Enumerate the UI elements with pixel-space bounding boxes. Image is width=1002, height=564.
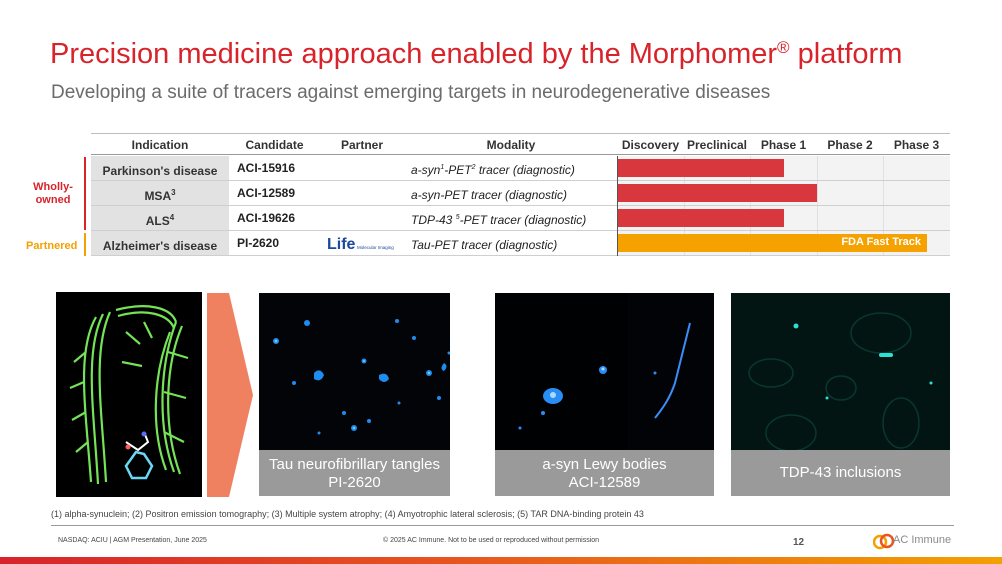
modality-cell: Tau-PET tracer (diagnostic) (411, 238, 558, 252)
ac-immune-logo-icon (873, 531, 895, 551)
tau-tangles-image (259, 293, 450, 496)
progress-bar (617, 234, 927, 252)
svg-text:Molecular Imaging: Molecular Imaging (357, 245, 394, 250)
slide-subtitle: Developing a suite of tracers against emerging targets in neurodegenerative diseases (51, 82, 771, 103)
chevron-arrow-icon (207, 293, 253, 497)
candidate-cell: PI-2620 (237, 236, 280, 250)
phase-column-divider (883, 206, 884, 230)
partnered-bracket (84, 233, 86, 256)
wholly-owned-label: Wholly- owned (33, 181, 73, 206)
progress-bar (617, 159, 784, 177)
table-header (91, 133, 950, 155)
phase-track (617, 231, 950, 255)
phase-column-divider (883, 156, 884, 180)
page-number: 12 (793, 537, 805, 548)
indication-cell: ALS$^4$ (91, 206, 229, 230)
fda-fast-track-label: FDA Fast Track (841, 236, 921, 248)
partnered-label: Partnered (26, 240, 78, 252)
progress-bar (617, 209, 784, 227)
slide-title: Precision medicine approach enabled by the Morphomer® platform (50, 38, 903, 70)
phase-column-divider (883, 181, 884, 205)
header-partner: Partner (340, 138, 384, 152)
footer-copyright: © 2025 AC Immune. Not to be used or reproduced without permission (383, 537, 600, 544)
wholly-owned-bracket (84, 157, 86, 230)
candidate-cell: ACI-12589 (237, 186, 296, 200)
image-caption: a-syn Lewy bodies ACI-12589 (495, 450, 714, 496)
indication-cell: Alzheimer's disease (91, 231, 229, 255)
modality-cell: a-syn$^1$-PET$^2$ tracer (diagnostic) (411, 163, 575, 177)
bottom-color-strip (0, 557, 1002, 564)
tdp43-inclusions-image (731, 293, 950, 496)
header-phase-1: Phase 1 (760, 138, 807, 152)
life-molecular-imaging-logo (327, 235, 401, 252)
morphomer-structure-image (56, 292, 202, 497)
header-discovery: Discovery (621, 138, 680, 152)
header-indication: Indication (131, 138, 189, 152)
candidate-cell: ACI-15916 (237, 161, 296, 175)
header-phase-2: Phase 2 (827, 138, 873, 152)
footer-left-text: NASDAQ: ACIU | AGM Presentation, June 2025 (58, 537, 207, 544)
header-candidate: Candidate (245, 138, 304, 152)
phase-track (617, 181, 950, 205)
phase-column-divider (817, 156, 818, 180)
header-preclinical: Preclinical (686, 138, 748, 152)
table-row (91, 156, 950, 181)
ac-immune-logo: AC Immune (873, 531, 955, 551)
phase-column-divider (817, 206, 818, 230)
phase-divider (617, 156, 618, 256)
table-row (91, 181, 950, 206)
indication-cell: Parkinson's disease (91, 156, 229, 180)
modality-cell: a-syn-PET tracer (diagnostic) (411, 188, 568, 202)
footnote: (1) alpha-synuclein; (2) Positron emission tomography; (3) Multiple system atrophy; (4) Amyotrophic lateral sclerosis; (5) TAR DNA-binding protein 43 (51, 509, 644, 519)
asyn-lewy-bodies-image (495, 293, 714, 496)
phase-column-divider (817, 181, 818, 205)
footer-divider (51, 525, 954, 526)
svg-text:Life: Life (327, 236, 356, 252)
indication-cell: MSA$^3$ (91, 181, 229, 205)
image-caption: Tau neurofibrillary tangles PI-2620 (259, 450, 450, 496)
header-modality: Modality (486, 138, 536, 152)
candidate-cell: ACI-19626 (237, 211, 296, 225)
header-phase-3: Phase 3 (893, 138, 940, 152)
phase-track (617, 206, 950, 230)
modality-cell: TDP-43 $^5$-PET tracer (diagnostic) (411, 213, 587, 227)
image-caption: TDP-43 inclusions (731, 450, 950, 496)
table-row (91, 206, 950, 231)
progress-bar (617, 184, 817, 202)
table-row (91, 231, 950, 256)
phase-track (617, 156, 950, 180)
